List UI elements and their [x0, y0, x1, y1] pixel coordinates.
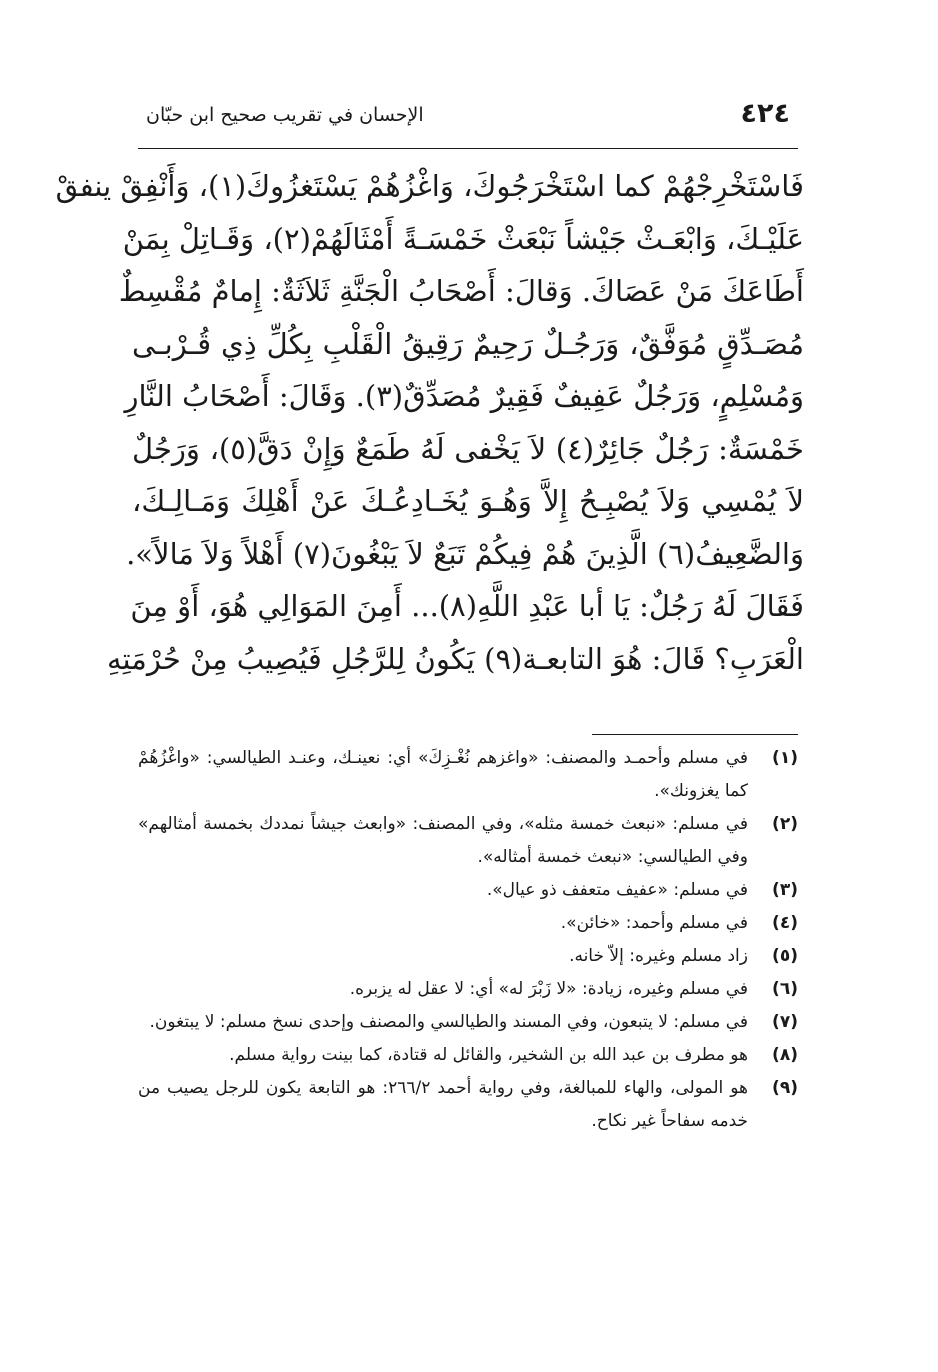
footnote-text: هو مطرف بن عبد الله بن الشخير، والقائل له قتادة، كما بينت رواية مسلم.: [229, 1045, 748, 1065]
footnote-4: [138, 907, 798, 940]
main-text-line: خَمْسَةٌ: رَجُلٌ جَائِرٌ(٤) لاَ يَخْفى لَهُ طَمَعٌ وَإِنْ دَقَّ(٥)، وَرَجُلٌ: [132, 431, 804, 466]
footnote-8: [138, 1039, 798, 1072]
footnote-marker: (٤): [772, 913, 798, 933]
main-text-line: لاَ يُمْسِي وَلاَ يُصْبِـحُ إِلاَّ وَهُـوَ يُخَـادِعُـكَ عَنْ أَهْلِكَ وَمَـالِـكَ،: [132, 484, 804, 518]
footnote-text: زاد مسلم وغيره: إلاّ خانه.: [569, 946, 748, 966]
footnote-marker: (٦): [772, 979, 798, 999]
footnote-text: في مسلم: «نبعث خمسة مثله»، وفي المصنف: «وابعث جيشاً نمددك بخمسة أمثالهم» وفي الطيالسي: «نبعث خمسة أمثاله».: [138, 814, 748, 867]
main-text-line: الْعَرَبِ؟ قَالَ: هُوَ التابعـة(٩) يَكُونُ لِلرَّجُلِ فَيُصِيبُ مِنْ حُرْمَتِهِ: [107, 641, 804, 676]
footnote-text: في مسلم وأحمد: «خائن».: [560, 913, 748, 933]
footnote-marker: (٩): [772, 1078, 798, 1098]
main-text-line: وَمُسْلِمٍ، وَرَجُلٌ عَفِيفٌ فَقِيرٌ مُصَدِّقٌ(٣). وَقَالَ: أَصْحَابُ النَّارِ: [124, 379, 804, 413]
running-title: الإحسان في تقريب صحيح ابن حبّان: [146, 104, 424, 126]
footnote-marker: (٥): [772, 946, 798, 966]
main-text-line: عَلَيْـكَ، وَابْعَـثْ جَيْشاً نَبْعَثْ خَمْسَـةً أَمْثَالَهُمْ(٢)، وَقَـاتِلْ بِمَنْ: [122, 221, 804, 256]
main-text-block: [55, 160, 804, 685]
page-number: ٤٢٤: [740, 98, 790, 129]
footnote-1: [138, 742, 798, 808]
footnotes-block: [138, 742, 798, 1138]
footnote-5: [138, 940, 798, 973]
footnote-text: في مسلم: «عفيف متعفف ذو عيال».: [486, 880, 748, 900]
footnote-marker: (٢): [772, 814, 798, 834]
footnote-marker: (١): [772, 748, 798, 768]
main-text-line: وَالضَّعِيفُ(٦) الَّذِينَ هُمْ فِيكُمْ تَبَعٌ لاَ يَبْغُونَ(٧) أَهْلاً وَلاَ مَالاً».: [126, 536, 804, 571]
footnote-marker: (٧): [772, 1012, 798, 1032]
footnote-marker: (٣): [772, 880, 798, 900]
main-text-line: فَقَالَ لَهُ رَجُلٌ: يَا أبا عَبْدِ اللَّهِ(٨)... أَمِنَ المَوَالِي هُوَ، أَوْ مِنَ: [130, 589, 804, 623]
main-text-line: أَطَاعَكَ مَنْ عَصَاكَ. وَقالَ: أَصْحَابُ الْجَنَّةِ ثَلاَثَةٌ: إِمامٌ مُقْسِطٌ: [118, 274, 804, 308]
main-text-line: مُصَـدِّقٍ مُوَفَّقٌ، وَرَجُـلٌ رَحِيمٌ رَقِيقُ الْقَلْبِ بِكُلِّ ذِي قُـرْبـى: [132, 326, 804, 361]
footnote-text: في مسلم: لا يتبعون، وفي المسند والطيالسي والمصنف وإحدى نسخ مسلم: لا يبتغون.: [149, 1012, 748, 1032]
main-text-line: فَاسْتَخْرِجْهُمْ كما اسْتَخْرَجُوكَ، وَاغْزُهُمْ يَسْتَغزُوكَ(١)، وَأَنْفِقْ ينفقْ: [55, 169, 804, 203]
footnote-6: [138, 973, 798, 1006]
footnote-3: [138, 874, 798, 907]
footnote-2: [138, 808, 798, 874]
footnote-separator: [592, 734, 798, 735]
footnote-text: في مسلم وأحمـد والمصنف: «واغزهم نُغْـزِكَ» أي: نعينـك، وعنـد الطيالسي: «واغْزُهُمْ كما يغزونك».: [138, 748, 748, 801]
footnote-7: [138, 1006, 798, 1039]
footnote-text: في مسلم وغيره، زيادة: «لا زَبْرَ له» أي: لا عقل له يزبره.: [349, 979, 748, 999]
header-rule: [138, 148, 798, 149]
footnote-9: [138, 1072, 798, 1138]
footnote-text: هو المولى، والهاء للمبالغة، وفي رواية أحمد ٢٦٦/٢: هو التابعة يكون للرجل يصيب من خدمه سفاحاً غير نكاح.: [138, 1078, 748, 1131]
page-header: [138, 92, 798, 142]
footnote-marker: (٨): [772, 1045, 798, 1065]
